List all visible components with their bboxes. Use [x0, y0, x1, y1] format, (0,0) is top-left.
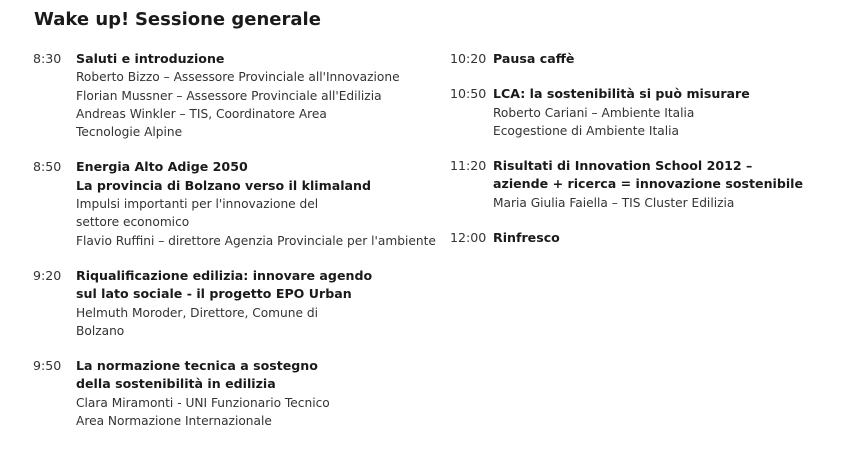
session-detail: Helmuth Moroder, Direttore, Comune di: [76, 305, 318, 320]
session-heading: LCA: la sostenibilità si può misurare: [493, 86, 750, 102]
schedule-time: 10:20: [450, 51, 487, 66]
session-detail: Clara Miramonti - UNI Funzionario Tecnico: [76, 395, 330, 410]
item-spacer: [450, 140, 850, 157]
session-heading: Energia Alto Adige 2050: [76, 159, 248, 175]
session-detail: settore economico: [76, 215, 190, 230]
schedule-item: [450, 229, 850, 247]
session-heading: Pausa caffè: [493, 51, 575, 66]
schedule-time: 10:50: [450, 86, 487, 102]
session-heading: Saluti e introduzione: [76, 51, 225, 66]
schedule-item: [33, 158, 436, 249]
schedule-content: [493, 229, 850, 247]
schedule-time: 12:00: [450, 230, 487, 246]
session-detail: Florian Mussner – Assessore Provinciale all'Edilizia: [76, 88, 382, 103]
page-title: [34, 8, 321, 32]
schedule-content: [76, 267, 433, 340]
schedule-content: [76, 158, 436, 249]
schedule-item: [33, 50, 433, 141]
schedule-right-column: [450, 50, 850, 247]
session-detail: Andreas Winkler – TIS, Coordinatore Area: [76, 106, 327, 121]
schedule-content: [493, 85, 850, 140]
session-heading: La normazione tecnica a sostegno: [76, 358, 318, 374]
session-detail: Ecogestione di Ambiente Italia: [493, 123, 679, 138]
schedule-item: [33, 267, 433, 340]
session-detail: Flavio Ruffini – direttore Agenzia Provinciale per l'ambiente: [76, 233, 436, 248]
schedule-item: [450, 50, 850, 68]
session-heading: Risultati di Innovation School 2012 –: [493, 158, 753, 174]
schedule-time: 8:50: [33, 159, 62, 175]
session-heading: della sostenibilità in edilizia: [76, 376, 276, 392]
title-bold: Wake up!: [34, 9, 130, 30]
schedule-left-column: [33, 50, 436, 430]
item-spacer: [33, 141, 433, 158]
session-detail: Roberto Bizzo – Assessore Provinciale all'Innovazione: [76, 70, 400, 85]
schedule-item: [450, 157, 850, 212]
session-heading: Riqualificazione edilizia: innovare agendo: [76, 267, 373, 283]
session-detail: Roberto Cariani – Ambiente Italia: [493, 105, 695, 120]
schedule-content: [493, 157, 850, 212]
schedule-time: 11:20: [450, 158, 487, 174]
schedule-content: [76, 50, 433, 141]
title-rest: Sessione generale: [134, 9, 321, 30]
schedule-item: [450, 85, 850, 140]
item-spacer: [33, 250, 433, 267]
session-heading: La provincia di Bolzano verso il klimaland: [76, 177, 371, 193]
item-spacer: [450, 212, 850, 229]
item-spacer: [450, 68, 850, 85]
session-detail: Tecnologie Alpine: [76, 125, 183, 140]
schedule-time: 9:20: [33, 267, 62, 283]
session-heading: aziende + ricerca = innovazione sostenibile: [493, 176, 804, 192]
item-spacer: [33, 340, 433, 357]
session-heading: Rinfresco: [493, 230, 560, 246]
session-detail: Maria Giulia Faiella – TIS Cluster Edilizia: [493, 195, 735, 210]
schedule-content: [76, 357, 433, 430]
session-heading: sul lato sociale - il progetto EPO Urban: [76, 286, 352, 302]
schedule-content: [493, 50, 850, 68]
schedule-item: [33, 357, 433, 430]
session-detail: Impulsi importanti per l'innovazione del: [76, 197, 319, 212]
schedule-time: 9:50: [33, 358, 62, 374]
session-detail: Bolzano: [76, 323, 125, 338]
session-detail: Area Normazione Internazionale: [76, 414, 272, 429]
schedule-time: 8:30: [33, 51, 62, 66]
